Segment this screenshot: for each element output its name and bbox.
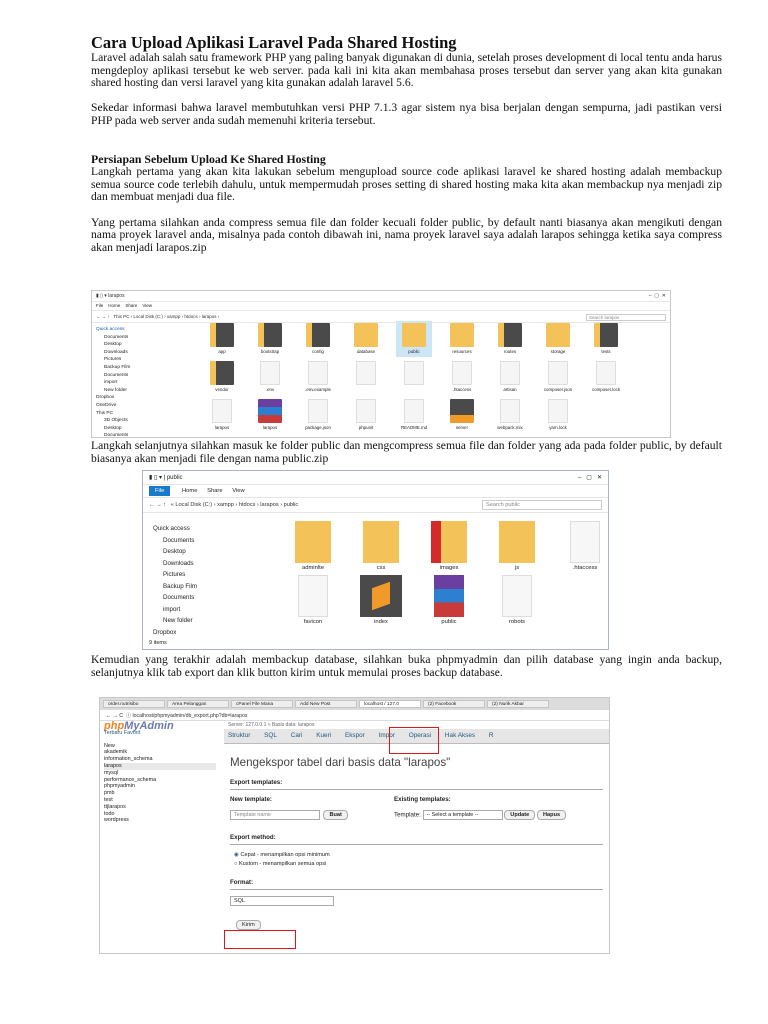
file-tile: .env.example bbox=[300, 361, 336, 392]
file-tile: README.md bbox=[396, 399, 432, 430]
sidebar-links: Terbaru Favorit bbox=[104, 729, 141, 736]
explorer-title: larapos bbox=[108, 293, 125, 299]
explorer-file-grid bbox=[200, 321, 662, 437]
ribbon-share: Share bbox=[207, 488, 223, 494]
folder-icon bbox=[295, 521, 331, 563]
explorer-screenshot-public bbox=[142, 470, 609, 650]
db-item: test bbox=[104, 796, 113, 803]
nav-item: Documents bbox=[104, 372, 129, 378]
template-label: Template: bbox=[394, 811, 421, 819]
file-tile: larapos bbox=[204, 399, 240, 430]
file-icon bbox=[260, 361, 280, 385]
explorer-titlebar: ▮ ▯ ▾ | public – ▢ ✕ bbox=[143, 471, 608, 485]
paragraph-database-backup: Kemudian yang terakhir adalah membackup database, silahkan buka phpmyadmin dan pilih database yang ingin anda backup, selanjutnya klik tab export dan klik button kirim untuk memulai proses backup database. bbox=[91, 653, 722, 679]
file-tile: artisan bbox=[492, 361, 528, 392]
folder-tile: adminlte bbox=[283, 521, 343, 571]
browser-tab: Area Pelanggan bbox=[167, 700, 229, 708]
nav-item: Desktop bbox=[104, 342, 122, 348]
ribbon-view: View bbox=[142, 303, 153, 308]
paragraph-intro: Laravel adalah salah satu framework PHP yang paling banyak digunakan di dunia, setelah proses development di local tentu anda harus mengdeploy aplikasi tersebut ke web server. pada kali ini kita akan membahasa proses tersebut dan server yang akan kita gunakan shared hosting dan versi laravel yang kita gunakan adalah laravel 5.6. bbox=[91, 51, 722, 90]
url-text: localhost/phpmyadmin/db_export.php?db=larapos bbox=[132, 713, 248, 719]
tab-hak-akses: Hak Akses bbox=[444, 732, 476, 739]
nav-item: This PC bbox=[96, 410, 114, 416]
update-button: Update bbox=[504, 810, 535, 820]
file-icon bbox=[502, 575, 532, 617]
file-icon bbox=[212, 399, 232, 423]
nav-item: Dropbox bbox=[96, 395, 115, 401]
method-quick: Cepat - menampilkan opsi minimum bbox=[240, 852, 330, 858]
nav-item: Downloads bbox=[163, 559, 194, 567]
folder-tile-selected: public bbox=[396, 321, 432, 357]
ribbon-view: View bbox=[232, 488, 245, 494]
tab-struktur: Struktur bbox=[228, 732, 251, 739]
breadcrumb: Server: 127.0.0.1 » Basis data: larapos bbox=[228, 722, 315, 728]
tab-cari: Cari bbox=[290, 732, 303, 739]
folder-tile: vendor bbox=[204, 361, 240, 392]
radio-selected-icon: ◉ bbox=[234, 852, 239, 858]
nav-item: import bbox=[163, 605, 181, 613]
address-path: This PC › Local Disk (C:) › xampp › htdocs › larapos › bbox=[113, 314, 220, 319]
tab-operasi: Operasi bbox=[408, 732, 432, 739]
folder-tile: bootstrap bbox=[252, 323, 288, 354]
browser-tab: Add New Post bbox=[295, 700, 357, 708]
nav-item: Documents bbox=[104, 334, 129, 340]
sublime-folder-icon bbox=[594, 323, 618, 347]
db-item: wordpress bbox=[104, 817, 129, 824]
nav-item: Backup Film bbox=[104, 364, 131, 370]
window-controls: – ▢ ✕ bbox=[648, 293, 666, 299]
nav-item: Quick access bbox=[96, 327, 125, 332]
nav-item: New folder bbox=[104, 387, 127, 393]
file-icon bbox=[548, 399, 568, 423]
nav-item: Documents bbox=[163, 536, 195, 544]
pma-sidebar bbox=[100, 721, 220, 953]
new-template-label: New template: bbox=[230, 796, 272, 803]
file-icon bbox=[308, 361, 328, 385]
sublime-folder-icon bbox=[210, 361, 234, 385]
window-controls: – ▢ ✕ bbox=[577, 475, 602, 481]
db-item: mysql bbox=[104, 769, 119, 776]
browser-tab: (2) Nurik Akbar bbox=[487, 700, 549, 708]
browser-tab: cPanel File Mana bbox=[231, 700, 293, 708]
nav-item: Downloads bbox=[104, 349, 128, 355]
file-icon bbox=[404, 361, 424, 385]
address-path: « Local Disk (C:) › xampp › htdocs › larapos › public bbox=[170, 502, 299, 508]
tab-kueri: Kueri bbox=[316, 732, 332, 739]
file-icon bbox=[298, 575, 328, 617]
nav-item: Backup Film bbox=[163, 582, 198, 590]
explorer-titlebar: ▮ ▯ ▾ larapos – ▢ ✕ bbox=[92, 291, 670, 302]
nav-item: Quick access bbox=[153, 525, 190, 532]
db-item: pmb bbox=[104, 790, 115, 797]
folder-tile: resources bbox=[444, 323, 480, 354]
explorer-file-grid bbox=[273, 519, 600, 637]
explorer-address-bar: ← → ↑ This PC › Local Disk (C:) › xampp › htdocs › larapos › Search larapos bbox=[92, 311, 670, 323]
winrar-archive-icon bbox=[258, 399, 282, 423]
folder-tile: app bbox=[204, 323, 240, 354]
existing-templates-label: Existing templates: bbox=[394, 796, 451, 803]
folder-tile: config bbox=[300, 323, 336, 354]
db-item: ttjlarapos bbox=[104, 803, 126, 810]
file-tile: .env bbox=[252, 361, 288, 392]
folder-tile: routes bbox=[492, 323, 528, 354]
nav-item: Dropbox bbox=[153, 628, 177, 636]
hapus-button: Hapus bbox=[537, 810, 566, 820]
folder-icon bbox=[354, 323, 378, 347]
file-tile: robots bbox=[487, 575, 547, 625]
folder-tile: tests bbox=[588, 323, 624, 354]
document-body bbox=[91, 34, 722, 254]
file-tile: server bbox=[444, 399, 480, 430]
explorer-nav-pane bbox=[92, 323, 192, 437]
file-tile: webpack.mix bbox=[492, 399, 528, 430]
ribbon-file: File bbox=[149, 486, 170, 496]
browser-tabs bbox=[100, 698, 609, 710]
templates-row bbox=[230, 796, 609, 830]
file-icon bbox=[570, 521, 600, 563]
nav-item: New folder bbox=[163, 617, 193, 624]
folder-tile: database bbox=[348, 323, 384, 354]
folder-icon bbox=[450, 323, 474, 347]
nav-item: Pictures bbox=[104, 357, 122, 363]
sublime-folder-icon bbox=[306, 323, 330, 347]
zip-tile: public bbox=[419, 575, 479, 625]
file-tile: composer.lock bbox=[588, 361, 624, 392]
image-folder-icon bbox=[431, 521, 467, 563]
file-tile: favicon bbox=[283, 575, 343, 625]
file-icon bbox=[308, 399, 328, 423]
file-tile: index bbox=[351, 575, 411, 625]
winrar-archive-icon bbox=[434, 575, 464, 617]
browser-tab-active: localhost / 127.0 bbox=[359, 700, 421, 708]
explorer-ribbon bbox=[92, 302, 670, 311]
export-heading: Mengekspor tabel dari basis data "larapos" bbox=[230, 756, 451, 769]
folder-icon bbox=[499, 521, 535, 563]
db-item-selected: larapos bbox=[104, 763, 216, 770]
file-tile bbox=[396, 361, 432, 387]
paragraph-public-folder: Langkah selanjutnya silahkan masuk ke folder public dan mengcompress semua file dan folder yang ada pada folder public, by default biasanya akan menjadi file dengan nama public.zip bbox=[91, 439, 722, 465]
sublime-folder-icon bbox=[258, 323, 282, 347]
database-tree bbox=[104, 743, 216, 825]
browser-tab: (2) Facebook bbox=[423, 700, 485, 708]
zip-tile: larapos bbox=[252, 399, 288, 430]
nav-item: Desktop bbox=[163, 548, 186, 555]
export-method-options bbox=[234, 851, 609, 869]
explorer-address-bar: ← → ↑ « Local Disk (C:) › xampp › htdocs › larapos › public Search public bbox=[143, 498, 608, 513]
pma-main bbox=[224, 721, 609, 953]
file-tile: .htaccess bbox=[444, 361, 480, 392]
file-icon bbox=[500, 361, 520, 385]
folder-icon bbox=[402, 323, 426, 347]
nav-item: import bbox=[104, 380, 118, 386]
ribbon-share: Share bbox=[125, 303, 138, 308]
export-templates-label: Export templates: bbox=[230, 779, 283, 786]
folder-tile: js bbox=[487, 521, 547, 571]
method-custom: Kustom - menampilkan semua opsi bbox=[238, 861, 327, 867]
tab-sql: SQL bbox=[264, 732, 277, 739]
db-item: New bbox=[104, 742, 115, 749]
search-box: Search public bbox=[482, 500, 602, 510]
explorer-ribbon bbox=[143, 485, 608, 498]
nav-item: Pictures bbox=[163, 571, 186, 578]
ribbon-file: File bbox=[96, 303, 104, 308]
highlight-ekspor-box bbox=[389, 727, 439, 754]
phpmyadmin-logo: phpMyAdmin bbox=[104, 720, 174, 732]
nav-item: OneDrive bbox=[96, 402, 117, 408]
db-item: phpmyadmin bbox=[104, 783, 135, 790]
folder-tile: images bbox=[419, 521, 479, 571]
tab-ekspor: Ekspor bbox=[344, 732, 365, 739]
db-item: information_schema bbox=[104, 756, 153, 763]
db-item: akademik bbox=[104, 749, 128, 756]
sublime-folder-icon bbox=[498, 323, 522, 347]
explorer-nav-pane bbox=[143, 519, 263, 637]
kirim-button: Kirim bbox=[236, 920, 261, 930]
radio-icon: ○ bbox=[234, 861, 238, 867]
status-bar: 9 items bbox=[149, 640, 167, 646]
db-item: todo bbox=[104, 810, 115, 817]
file-tile: phpunit bbox=[348, 399, 384, 430]
search-box: Search larapos bbox=[586, 314, 666, 321]
browser-tab: order.nutrisibo bbox=[103, 700, 165, 708]
tab-more: R bbox=[488, 732, 494, 739]
file-icon bbox=[596, 361, 616, 385]
sublime-file-icon bbox=[360, 575, 402, 617]
format-label: Format: bbox=[230, 879, 254, 886]
browser-address-bar: ← → C ⓘ localhost/phpmyadmin/db_export.php?db=larapos bbox=[100, 710, 609, 721]
sublime-file-icon bbox=[450, 399, 474, 423]
sublime-folder-icon bbox=[210, 323, 234, 347]
xml-file-icon bbox=[356, 399, 376, 423]
paragraph-backup: Langkah pertama yang akan kita lakukan sebelum mengupload source code aplikasi laravel ke shared hosting adalah membackup semua source code terlebih dahulu, untuk mempermudah proses setting di shared hosting maka kita akan membackup nya menjadi zip dan membuat menjadi dua file. bbox=[91, 165, 722, 204]
explorer-title: public bbox=[166, 475, 183, 481]
format-select: SQL bbox=[230, 896, 334, 906]
file-tile: package.json bbox=[300, 399, 336, 430]
nav-item: 3D Objects bbox=[104, 418, 128, 424]
folder-tile: css bbox=[351, 521, 411, 571]
highlight-kirim-box bbox=[224, 930, 296, 949]
file-tile bbox=[348, 361, 384, 387]
file-icon bbox=[404, 399, 424, 423]
file-icon bbox=[548, 361, 568, 385]
document-title: Cara Upload Aplikasi Laravel Pada Shared Hosting bbox=[91, 33, 457, 52]
template-select: -- Select a template -- bbox=[423, 810, 503, 820]
file-icon bbox=[452, 361, 472, 385]
ribbon-home: Home bbox=[181, 488, 198, 494]
buat-button: Buat bbox=[323, 810, 347, 820]
paragraph-compress: Yang pertama silahkan anda compress semua file dan folder kecuali folder public, by default nanti biasanya akan mengikuti dengan nama proyek laravel anda, misalnya pada contoh dibawah ini, nama proyek laravel saya adalah larapos sehingga ketika saya compress akan menjadi larapos.zip bbox=[91, 215, 722, 254]
tab-impor: Impor bbox=[378, 732, 395, 739]
folder-tile: storage bbox=[540, 323, 576, 354]
section-heading: Persiapan Sebelum Upload Ke Shared Hosting bbox=[91, 152, 326, 167]
nav-item: Documents bbox=[104, 433, 129, 438]
folder-icon bbox=[363, 521, 399, 563]
template-name-input: Template name bbox=[230, 810, 320, 820]
file-tile: yarn.lock bbox=[540, 399, 576, 430]
ribbon-home: Home bbox=[108, 303, 121, 308]
file-tile: .htaccess bbox=[555, 521, 609, 571]
export-method-label: Export method: bbox=[230, 834, 276, 841]
js-file-icon bbox=[500, 399, 520, 423]
file-tile: composer.json bbox=[540, 361, 576, 392]
nav-item: Documents bbox=[163, 594, 195, 601]
file-icon bbox=[356, 361, 376, 385]
phpmyadmin-screenshot bbox=[99, 697, 610, 954]
folder-icon bbox=[546, 323, 570, 347]
paragraph-php-version: Sekedar informasi bahwa laravel membutuhkan versi PHP 7.1.3 agar sistem nya bisa berjalan dengan sempurna, jadi pastikan versi PHP pada web server anda sudah memenuhi kriteria tersebut. bbox=[91, 101, 722, 127]
nav-item: Desktop bbox=[104, 425, 122, 431]
explorer-screenshot-larapos bbox=[91, 290, 671, 438]
db-item: performance_schema bbox=[104, 776, 157, 783]
